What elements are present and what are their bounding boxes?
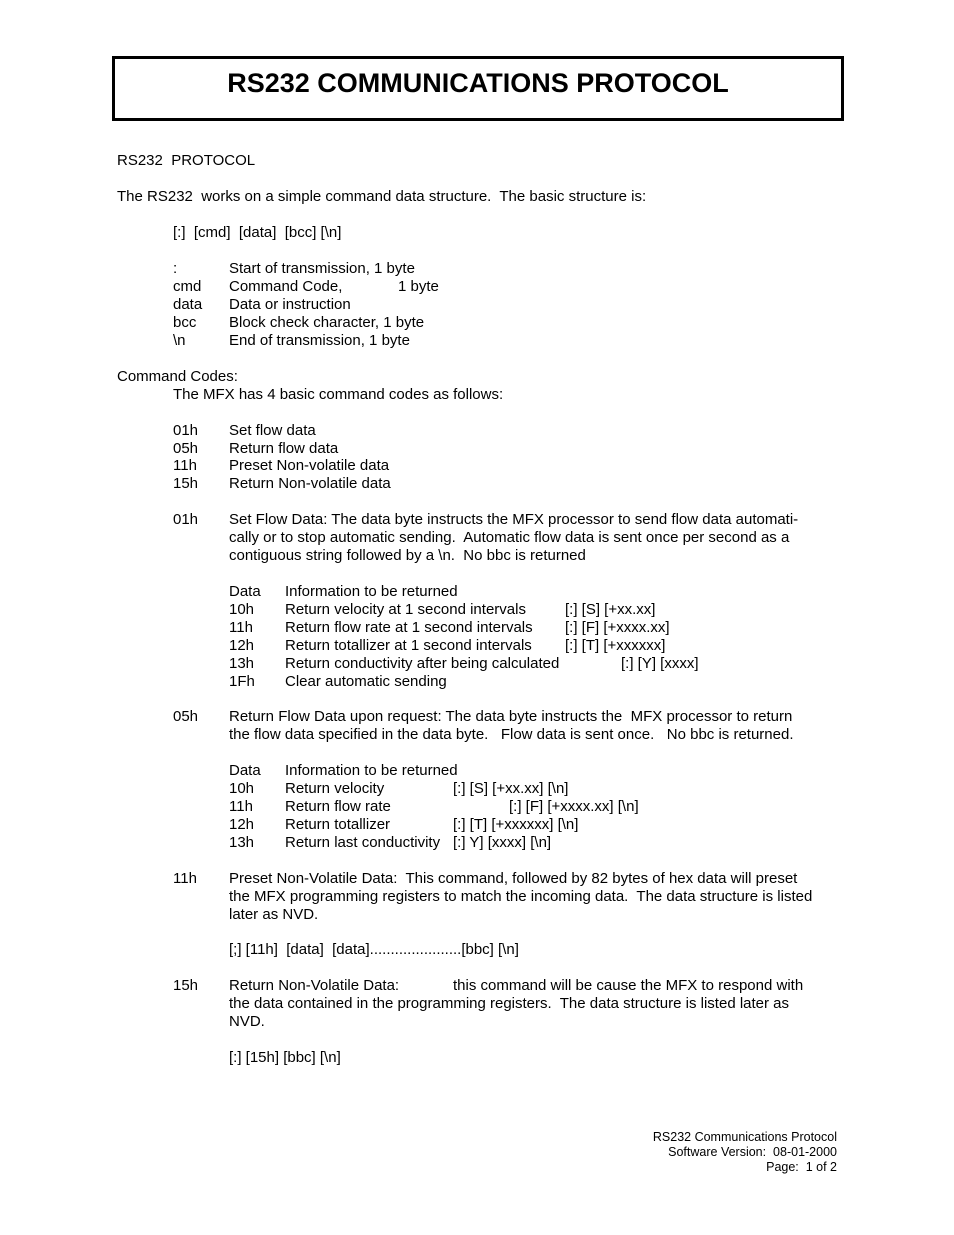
- table-cell-info: Return conductivity after being calculated: [285, 655, 560, 672]
- code-id: 15h: [173, 475, 199, 492]
- title-box: [112, 56, 844, 121]
- field-desc: Data or instruction: [229, 296, 351, 313]
- footer-version: Software Version: 08-01-2000: [668, 1145, 837, 1159]
- table-cell-data: 13h: [229, 655, 255, 672]
- field-extra: 1 byte: [398, 278, 439, 295]
- field-desc: Block check character, 1 byte: [229, 314, 425, 331]
- footer-title: RS232 Communications Protocol: [652, 1130, 837, 1144]
- paragraph-line: Preset Non-Volatile Data: This command, followed by 82 bytes of hex data will preset: [229, 870, 798, 887]
- paragraph-line: the MFX programming registers to match the incoming data. The data structure is listed: [229, 888, 813, 905]
- paragraph-line: later as NVD.: [229, 906, 319, 923]
- paragraph-line: cally or to stop automatic sending. Automatic flow data is sent once per second as a: [229, 529, 790, 546]
- field-code: bcc: [173, 314, 197, 331]
- paragraph-line: the data contained in the programming registers. The data structure is listed later as: [229, 995, 790, 1012]
- table-header-data: Data: [229, 583, 261, 600]
- table-cell-data: 10h: [229, 780, 255, 797]
- field-desc: Command Code,: [229, 278, 343, 295]
- table-cell-info: Return totallizer: [285, 816, 391, 833]
- code-id: 01h: [173, 422, 199, 439]
- table-cell-data: 12h: [229, 816, 255, 833]
- paragraph-label: Return Non-Volatile Data:: [229, 977, 400, 994]
- code-desc: Set flow data: [229, 422, 316, 439]
- table-header-data: Data: [229, 762, 261, 779]
- field-code: data: [173, 296, 203, 313]
- page-title: RS232 COMMUNICATIONS PROTOCOL: [227, 68, 729, 98]
- table-cell-info: Clear automatic sending: [285, 673, 447, 690]
- paragraph-line: NVD.: [229, 1013, 265, 1030]
- table-cell-info: Return velocity at 1 second intervals: [285, 601, 526, 618]
- table-cell-format: [:] [S] [+xx.xx] [\n]: [453, 780, 569, 797]
- table-cell-format: [:] [F] [+xxxx.xx]: [565, 619, 670, 636]
- table-cell-info: Return last conductivity: [285, 834, 441, 851]
- section-code-15h: 15h: [173, 977, 199, 994]
- command-codes-heading: Command Codes:: [117, 368, 238, 385]
- example-line: [:] [15h] [bbc] [\n]: [229, 1049, 341, 1066]
- footer-page: Page: 1 of 2: [766, 1160, 837, 1174]
- field-desc: Start of transmission, 1 byte: [229, 260, 415, 277]
- paragraph-line: the flow data specified in the data byte. Flow data is sent once. No bbc is returned.: [229, 726, 794, 743]
- table-cell-info: Return totallizer at 1 second intervals: [285, 637, 532, 654]
- table-cell-format: [:] Y] [xxxx] [\n]: [453, 834, 552, 851]
- table-cell-data: 11h: [229, 798, 253, 815]
- intro-text: The RS232 works on a simple command data structure. The basic structure is:: [117, 188, 647, 205]
- table-cell-data: 1Fh: [229, 673, 255, 690]
- table-cell-info: Return flow rate at 1 second intervals: [285, 619, 533, 636]
- table-cell-data: 13h: [229, 834, 255, 851]
- table-cell-format: [:] [Y] [xxxx]: [621, 655, 699, 672]
- paragraph-line: contiguous string followed by a \n. No bbc is returned: [229, 547, 586, 564]
- table-cell-format: [:] [F] [+xxxx.xx] [\n]: [509, 798, 639, 815]
- section-code-11h: 11h: [173, 870, 197, 887]
- table-cell-data: 10h: [229, 601, 255, 618]
- table-header-info: Information to be returned: [285, 762, 458, 779]
- table-cell-info: Return flow rate: [285, 798, 391, 815]
- table-cell-info: Return velocity: [285, 780, 385, 797]
- paragraph-line: this command will be cause the MFX to respond with: [453, 977, 804, 994]
- code-desc: Return flow data: [229, 440, 339, 457]
- section-code-01h: 01h: [173, 511, 199, 528]
- paragraph-line: Set Flow Data: The data byte instructs the MFX processor to send flow data automati-: [229, 511, 799, 528]
- code-desc: Return Non-volatile data: [229, 475, 391, 492]
- table-cell-data: 12h: [229, 637, 255, 654]
- field-code: \n: [173, 332, 186, 349]
- table-cell-data: 11h: [229, 619, 253, 636]
- paragraph-line: Return Flow Data upon request: The data byte instructs the MFX processor to return: [229, 708, 793, 725]
- code-desc: Preset Non-volatile data: [229, 457, 390, 474]
- section-code-05h: 05h: [173, 708, 199, 725]
- field-code: cmd: [173, 278, 202, 295]
- section-heading: RS232 PROTOCOL: [117, 152, 256, 169]
- code-id: 11h: [173, 457, 197, 474]
- field-code: :: [173, 260, 178, 277]
- command-codes-intro: The MFX has 4 basic command codes as follows:: [173, 386, 504, 403]
- table-cell-format: [:] [T] [+xxxxxx]: [565, 637, 666, 654]
- field-desc: End of transmission, 1 byte: [229, 332, 410, 349]
- structure-line: [:] [cmd] [data] [bcc] [\n]: [173, 224, 342, 241]
- code-id: 05h: [173, 440, 199, 457]
- example-line: [;] [11h] [data] [data]......................[bbc] [\n]: [229, 941, 519, 958]
- table-cell-format: [:] [S] [+xx.xx]: [565, 601, 656, 618]
- table-header-info: Information to be returned: [285, 583, 458, 600]
- table-cell-format: [:] [T] [+xxxxxx] [\n]: [453, 816, 579, 833]
